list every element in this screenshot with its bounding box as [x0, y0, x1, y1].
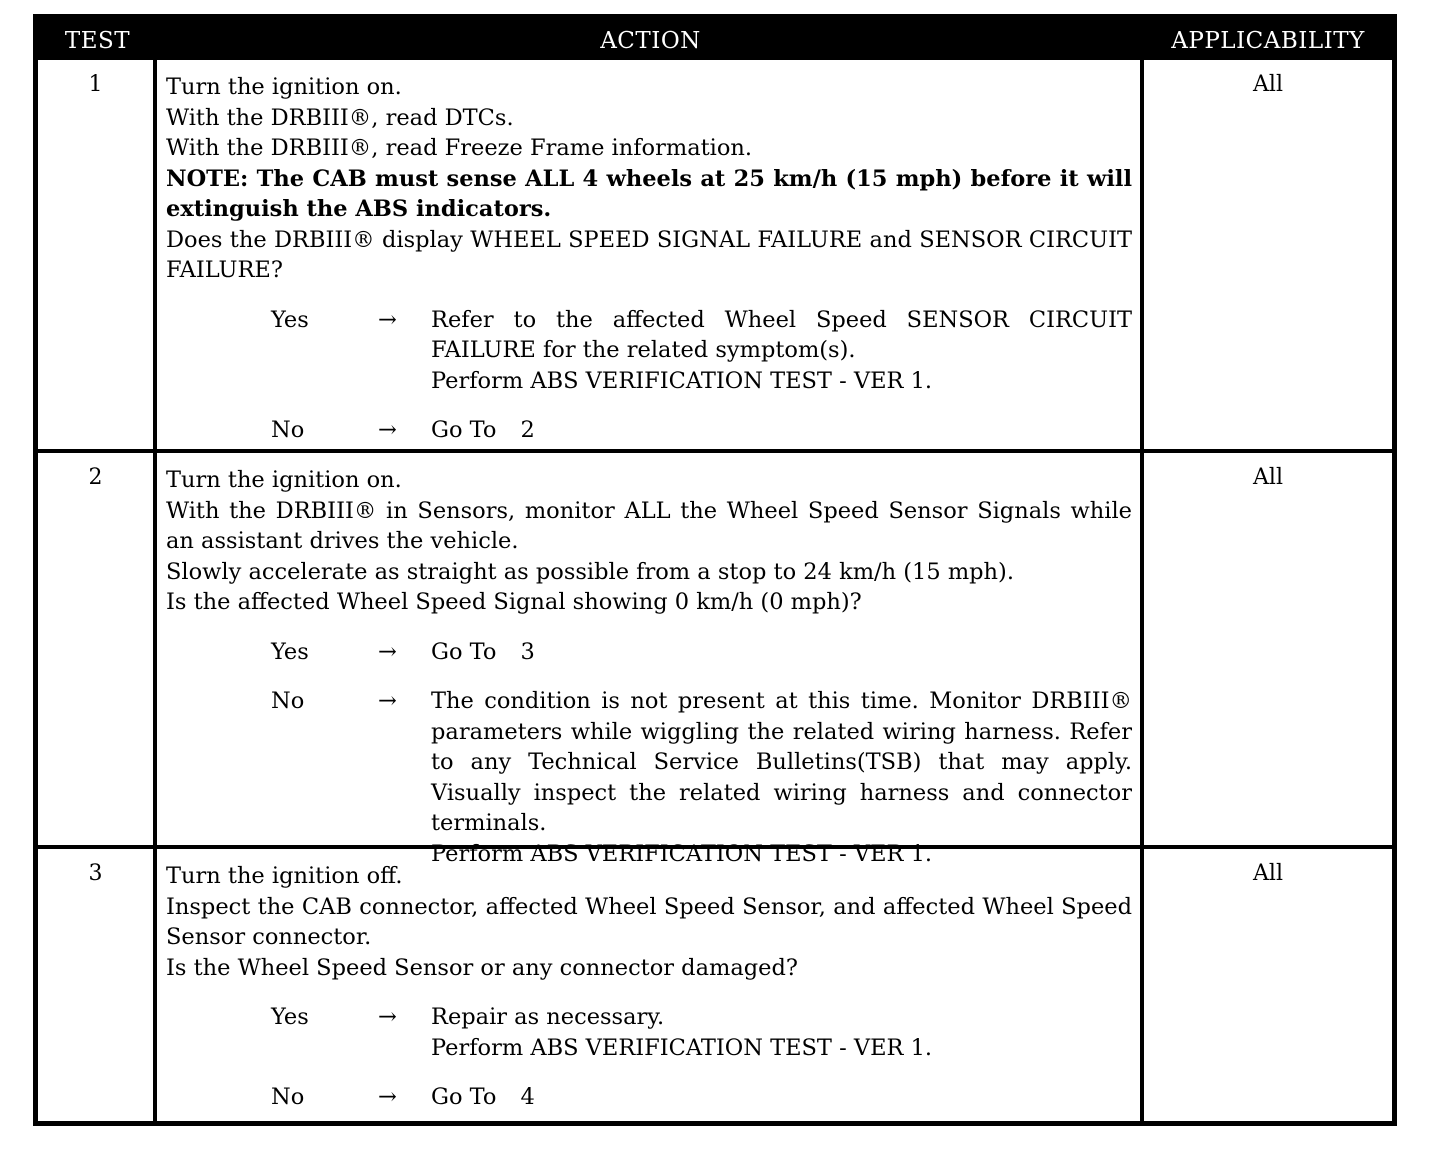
header-test: TEST — [64, 27, 131, 54]
arrow-icon: → — [378, 1084, 397, 1110]
action-note: NOTE: The CAB must sense ALL 4 wheels at 25 km/h (15 mph) before it will extinguish the ABS indicators. — [166, 165, 1132, 222]
arrow-icon: → — [378, 306, 397, 333]
table-header — [38, 19, 1392, 60]
yes-verification: Perform ABS VERIFICATION TEST - VER 1. — [431, 1034, 933, 1061]
yes-verification: Perform ABS VERIFICATION TEST - VER 1. — [431, 367, 933, 394]
test-number: 3 — [38, 849, 157, 1121]
action-step: Inspect the CAB connector, affected Wheel Speed Sensor, and affected Wheel Speed Sensor connector. — [166, 893, 1132, 950]
yes-label: Yes — [271, 1004, 309, 1030]
no-result — [431, 1082, 1132, 1113]
action-question: Is the Wheel Speed Sensor or any connector damaged? — [166, 954, 798, 981]
arrow-icon: → — [378, 688, 397, 714]
yes-result — [431, 305, 1132, 397]
table-row — [38, 849, 1392, 1121]
table-row — [38, 60, 1392, 453]
goto-number: 2 — [520, 417, 535, 443]
no-branch — [166, 686, 1132, 869]
yes-label: Yes — [271, 638, 309, 665]
applicability: All — [1253, 465, 1283, 490]
applicability: All — [1253, 861, 1283, 886]
no-label: No — [271, 688, 305, 714]
yes-label: Yes — [271, 306, 309, 333]
no-label: No — [271, 417, 305, 443]
no-label: No — [271, 1084, 305, 1110]
test-number: 2 — [38, 453, 157, 845]
action-step: Slowly accelerate as straight as possible from a stop to 24 km/h (15 mph). — [166, 558, 1014, 585]
arrow-icon: → — [378, 417, 397, 443]
yes-branch — [166, 637, 1132, 668]
goto-text: Go To — [431, 638, 497, 665]
yes-text: Repair as necessary. — [431, 1004, 665, 1030]
yes-result — [431, 1002, 1132, 1063]
table-row — [38, 453, 1392, 867]
no-result — [431, 415, 1132, 446]
goto-text: Go To — [431, 1084, 497, 1110]
goto-number: 4 — [520, 1084, 535, 1110]
header-action: ACTION — [600, 27, 701, 54]
goto-number: 3 — [520, 638, 535, 665]
action-step: With the DRBIII®, read Freeze Frame information. — [166, 135, 753, 161]
action-step: Turn the ignition off. — [166, 863, 403, 889]
action-question: Is the affected Wheel Speed Signal showing 0 km/h (0 mph)? — [166, 589, 862, 615]
action-step: Turn the ignition on. — [166, 74, 402, 100]
action-step: With the DRBIII® in Sensors, monitor ALL the Wheel Speed Sensor Signals while an assistant drives the vehicle. — [166, 497, 1132, 554]
yes-result — [431, 637, 1132, 668]
no-text: The condition is not present at this time. Monitor DRBIII® parameters while wiggling the related wiring harness. Refer to any Technical Service Bulletins(TSB) that may apply. Visually inspect the related wiring harness and connector terminals. — [431, 688, 1132, 836]
no-branch — [166, 415, 1132, 446]
action-cell — [157, 849, 1144, 1121]
action-question: Does the DRBIII® display WHEEL SPEED SIGNAL FAILURE and SENSOR CIRCUIT FAILURE? — [166, 226, 1132, 283]
no-result — [431, 686, 1132, 869]
applicability: All — [1253, 72, 1283, 97]
test-number: 1 — [38, 60, 157, 449]
no-branch — [166, 1082, 1132, 1113]
yes-text: Refer to the affected Wheel Speed SENSOR CIRCUIT FAILURE for the related symptom(s). — [431, 306, 1132, 363]
arrow-icon: → — [378, 1004, 397, 1030]
yes-branch — [166, 305, 1132, 397]
action-step: With the DRBIII®, read DTCs. — [166, 104, 514, 131]
action-cell — [157, 453, 1144, 867]
goto-text: Go To — [431, 417, 497, 443]
arrow-icon: → — [378, 638, 397, 665]
header-applicability: APPLICABILITY — [1171, 27, 1365, 54]
diagnostic-test-table — [33, 14, 1397, 1126]
no-verification: Perform ABS VERIFICATION TEST - VER 1. — [431, 840, 933, 867]
action-step: Turn the ignition on. — [166, 467, 402, 493]
action-cell — [157, 60, 1144, 449]
yes-branch — [166, 1002, 1132, 1063]
